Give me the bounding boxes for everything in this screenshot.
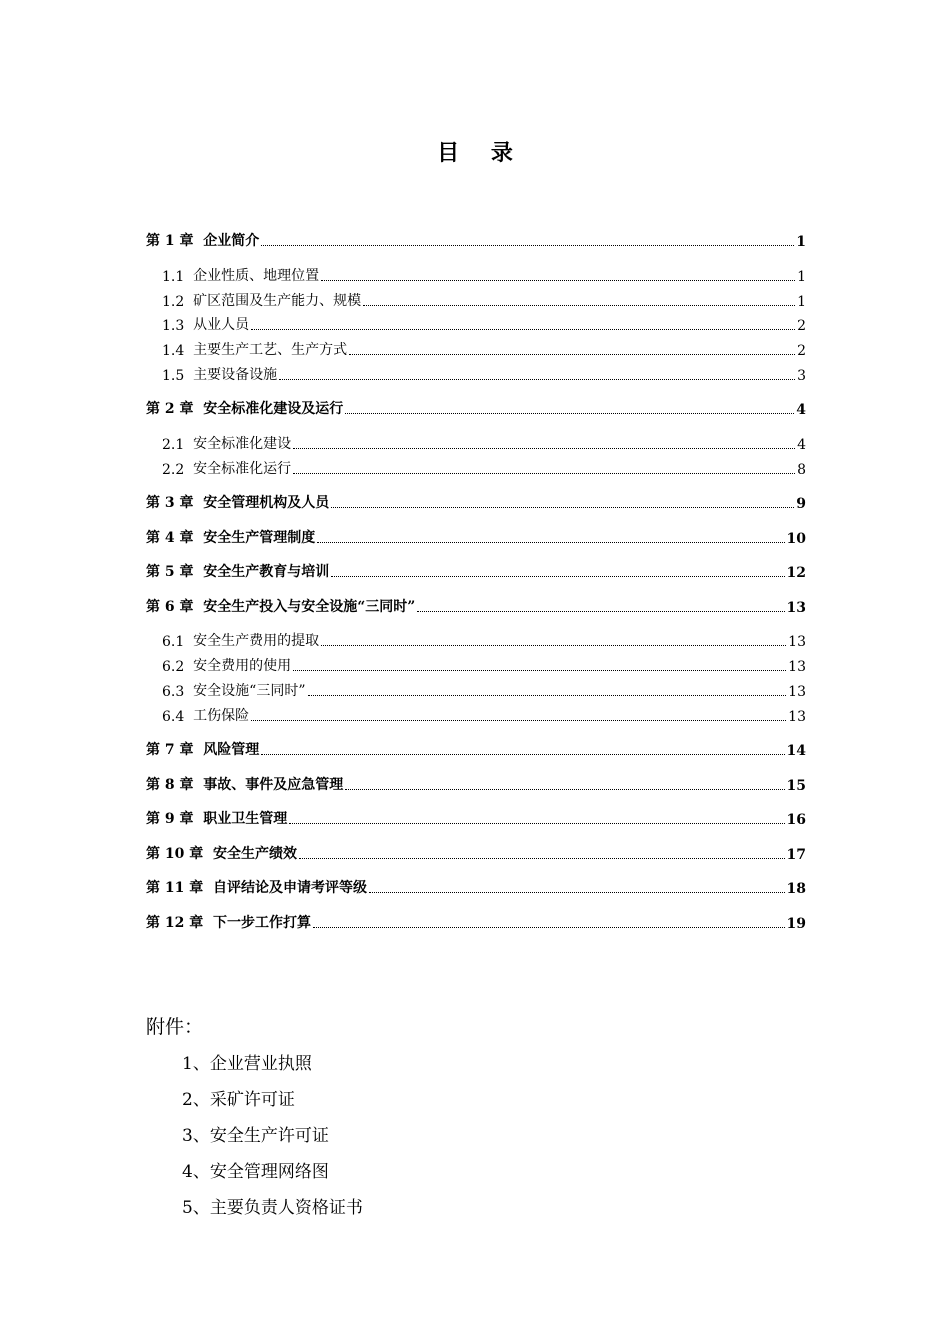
toc-entry-page: 13 bbox=[788, 684, 806, 700]
toc-section-entry[interactable] bbox=[162, 680, 806, 700]
toc-entry-number: 第 6 章 bbox=[146, 599, 194, 615]
toc-entry-label: 安全标准化运行 bbox=[193, 461, 292, 477]
toc-entry-number: 第 8 章 bbox=[146, 777, 194, 793]
toc-entry-page: 12 bbox=[786, 565, 806, 581]
toc-entry-page: 2 bbox=[797, 343, 806, 359]
toc-chapter-entry[interactable] bbox=[146, 527, 806, 547]
toc-dot-leader bbox=[261, 245, 794, 246]
toc-entry-page: 15 bbox=[786, 778, 806, 794]
toc-entry-label: 自评结论及申请考评等级 bbox=[212, 880, 367, 896]
toc-entry-number: 6.2 bbox=[162, 659, 185, 675]
attachment-item: 2、采矿许可证 bbox=[182, 1090, 295, 1110]
toc-entry-page: 13 bbox=[788, 659, 806, 675]
toc-entry-number: 第 11 章 bbox=[146, 880, 204, 896]
toc-entry-label: 安全设施“三同时” bbox=[193, 683, 306, 699]
toc-entry-label: 职业卫生管理 bbox=[203, 811, 288, 827]
toc-dot-leader bbox=[369, 892, 785, 893]
toc-dot-leader bbox=[331, 507, 794, 508]
toc-dot-leader bbox=[293, 670, 786, 671]
toc-entry-label: 企业性质、地理位置 bbox=[193, 268, 320, 284]
toc-entry-number: 1.3 bbox=[162, 318, 185, 334]
toc-entry-label: 安全标准化建设 bbox=[193, 436, 292, 452]
toc-dot-leader bbox=[313, 927, 785, 928]
toc-entry-label: 事故、事件及应急管理 bbox=[203, 777, 344, 793]
toc-entry-label: 企业简介 bbox=[203, 233, 260, 249]
toc-chapter-entry[interactable] bbox=[146, 561, 806, 581]
toc-entry-label: 矿区范围及生产能力、规模 bbox=[193, 293, 362, 309]
toc-entry-number: 6.1 bbox=[162, 634, 185, 650]
page-title: 目 录 bbox=[437, 140, 525, 166]
toc-entry-label: 安全标准化建设及运行 bbox=[203, 401, 344, 417]
toc-dot-leader bbox=[345, 413, 794, 414]
toc-dot-leader bbox=[345, 789, 784, 790]
toc-entry-page: 1 bbox=[797, 294, 806, 310]
toc-chapter-entry[interactable] bbox=[146, 843, 806, 863]
toc-entry-label: 安全生产绩效 bbox=[212, 846, 297, 862]
toc-entry-label: 下一步工作打算 bbox=[212, 915, 311, 931]
toc-entry-number: 第 7 章 bbox=[146, 742, 194, 758]
toc-chapter-entry[interactable] bbox=[146, 398, 806, 418]
toc-entry-label: 安全费用的使用 bbox=[193, 658, 292, 674]
toc-section-entry[interactable] bbox=[162, 458, 806, 478]
toc-entry-page: 4 bbox=[796, 402, 806, 418]
toc-entry-page: 13 bbox=[788, 709, 806, 725]
toc-chapter-entry[interactable] bbox=[146, 877, 806, 897]
toc-entry-number: 第 10 章 bbox=[146, 846, 204, 862]
toc-dot-leader bbox=[417, 611, 784, 612]
toc-section-entry[interactable] bbox=[162, 705, 806, 725]
toc-entry-page: 1 bbox=[797, 269, 806, 285]
toc-dot-leader bbox=[293, 448, 795, 449]
toc-entry-page: 10 bbox=[786, 531, 806, 547]
toc-dot-leader bbox=[331, 576, 784, 577]
toc-entry-number: 第 3 章 bbox=[146, 495, 194, 511]
attachment-item: 1、企业营业执照 bbox=[182, 1054, 312, 1074]
toc-entry-number: 1.2 bbox=[162, 294, 185, 310]
toc-entry-number: 第 1 章 bbox=[146, 233, 194, 249]
toc-chapter-entry[interactable] bbox=[146, 774, 806, 794]
toc-section-entry[interactable] bbox=[162, 433, 806, 453]
attachment-item: 4、安全管理网络图 bbox=[182, 1162, 329, 1182]
attachment-item: 5、主要负责人资格证书 bbox=[182, 1198, 363, 1218]
toc-entry-number: 第 12 章 bbox=[146, 915, 204, 931]
toc-entry-label: 工伤保险 bbox=[193, 708, 250, 724]
toc-entry-page: 3 bbox=[797, 368, 806, 384]
toc-section-entry[interactable] bbox=[162, 655, 806, 675]
toc-dot-leader bbox=[317, 542, 784, 543]
toc-section-entry[interactable] bbox=[162, 314, 806, 334]
toc-dot-leader bbox=[279, 379, 795, 380]
toc-dot-leader bbox=[321, 645, 786, 646]
toc-dot-leader bbox=[261, 754, 784, 755]
toc-entry-page: 2 bbox=[797, 318, 806, 334]
toc-entry-number: 6.4 bbox=[162, 709, 185, 725]
toc-entry-label: 主要生产工艺、生产方式 bbox=[193, 342, 348, 358]
toc-dot-leader bbox=[293, 473, 795, 474]
toc-entry-label: 风险管理 bbox=[203, 742, 260, 758]
toc-entry-page: 17 bbox=[786, 847, 806, 863]
toc-chapter-entry[interactable] bbox=[146, 492, 806, 512]
toc-chapter-entry[interactable] bbox=[146, 739, 806, 759]
toc-chapter-entry[interactable] bbox=[146, 912, 806, 932]
toc-dot-leader bbox=[363, 305, 795, 306]
toc-chapter-entry[interactable] bbox=[146, 230, 806, 250]
toc-chapter-entry[interactable] bbox=[146, 808, 806, 828]
toc-entry-number: 第 4 章 bbox=[146, 530, 194, 546]
toc-section-entry[interactable] bbox=[162, 265, 806, 285]
toc-dot-leader bbox=[251, 720, 786, 721]
toc-entry-page: 1 bbox=[796, 234, 806, 250]
toc-dot-leader bbox=[289, 823, 784, 824]
toc-entry-number: 第 9 章 bbox=[146, 811, 194, 827]
toc-entry-label: 主要设备设施 bbox=[193, 367, 278, 383]
toc-section-entry[interactable] bbox=[162, 364, 806, 384]
toc-entry-page: 8 bbox=[797, 462, 806, 478]
toc-entry-number: 1.1 bbox=[162, 269, 185, 285]
toc-dot-leader bbox=[349, 354, 795, 355]
toc-chapter-entry[interactable] bbox=[146, 596, 806, 616]
toc-entry-label: 安全生产费用的提取 bbox=[193, 633, 320, 649]
toc-entry-page: 18 bbox=[786, 881, 806, 897]
toc-entry-label: 安全生产投入与安全设施“三同时” bbox=[203, 599, 416, 615]
toc-entry-number: 第 5 章 bbox=[146, 564, 194, 580]
toc-dot-leader bbox=[299, 858, 785, 859]
attachment-item: 3、安全生产许可证 bbox=[182, 1126, 329, 1146]
toc-entry-label: 从业人员 bbox=[193, 317, 250, 333]
toc-entry-number: 1.4 bbox=[162, 343, 185, 359]
toc-entry-label: 安全生产教育与培训 bbox=[203, 564, 330, 580]
toc-dot-leader bbox=[308, 695, 787, 696]
toc-entry-page: 9 bbox=[796, 496, 806, 512]
toc-entry-label: 安全生产管理制度 bbox=[203, 530, 316, 546]
toc-entry-number: 2.1 bbox=[162, 437, 185, 453]
toc-entry-number: 第 2 章 bbox=[146, 401, 194, 417]
toc-entry-page: 14 bbox=[786, 743, 806, 759]
attachments-title: 附件： bbox=[146, 1016, 204, 1038]
toc-section-entry[interactable] bbox=[162, 290, 806, 310]
toc-section-entry[interactable] bbox=[162, 630, 806, 650]
toc-entry-page: 13 bbox=[788, 634, 806, 650]
toc-dot-leader bbox=[321, 280, 795, 281]
toc-entry-number: 6.3 bbox=[162, 684, 185, 700]
toc-section-entry[interactable] bbox=[162, 339, 806, 359]
toc-entry-label: 安全管理机构及人员 bbox=[203, 495, 330, 511]
toc-entry-page: 19 bbox=[786, 916, 806, 932]
toc-entry-number: 1.5 bbox=[162, 368, 185, 384]
toc-entry-page: 16 bbox=[786, 812, 806, 828]
toc-dot-leader bbox=[251, 329, 795, 330]
toc-entry-page: 4 bbox=[797, 437, 806, 453]
toc-entry-page: 13 bbox=[786, 600, 806, 616]
toc-entry-number: 2.2 bbox=[162, 462, 185, 478]
